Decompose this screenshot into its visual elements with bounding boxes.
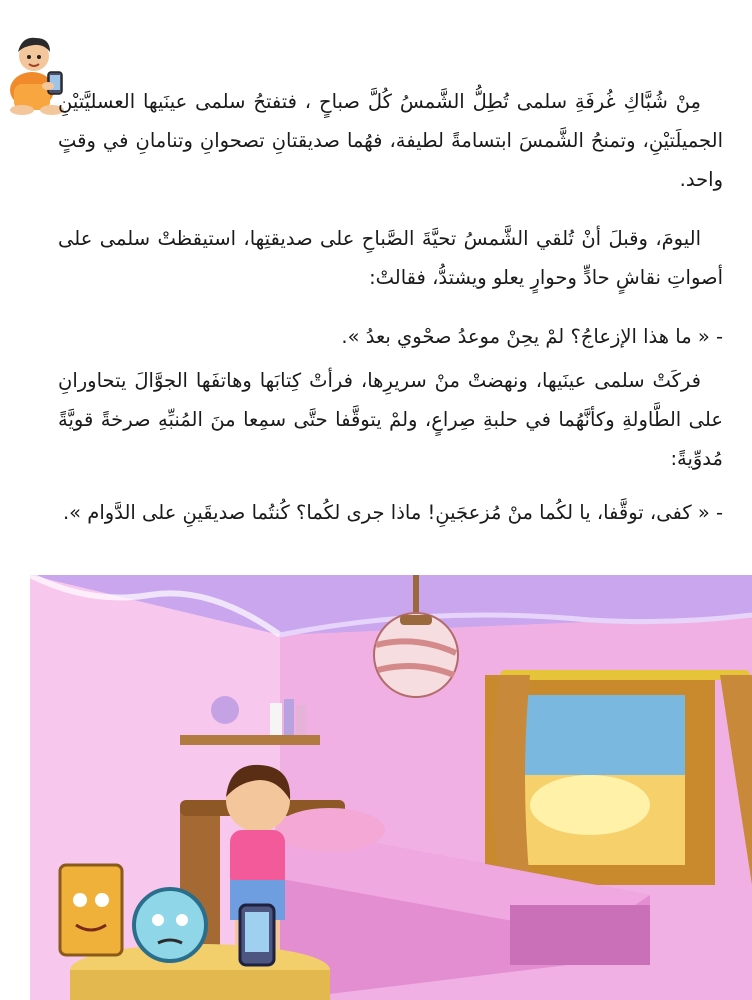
paragraph-text: مِنْ شُبَّاكِ غُرفَةِ سلمى تُطِلُّ الشَّمسُ كُلَّ صباحٍ ، فتفتحُ سلمى عينَيها العسليَّتيْنِ الجميلَتيْنِ، وتمنحُ الشَّمسَ ابتسامةً لطيفة، فهُما صديقتانِ تصحوانِ وتنامانِ في وقتٍ واحد.: [58, 90, 723, 191]
paragraph-text: فركَتْ سلمى عينَيها، ونهضتْ منْ سريرِها، فرأتْ كِتابَها وهاتفَها الجوَّالَ يتحاورانِ على الطَّاولةِ وكأنَّهُما في حلبةِ صِراعٍ، ولمْ يتوقَّفا حتَّى سمِعا منَ المُنبِّهِ صرخةً قويَّةً مُدوِّيةً:: [58, 369, 723, 470]
story-paragraph-1: [58, 82, 723, 199]
story-paragraph-3: [58, 361, 723, 478]
paragraph-text: - « ما هذا الإزعاجُ؟ لمْ يحِنْ موعدُ صحْوي بعدُ ».: [341, 325, 723, 348]
dialogue-line-2: [58, 493, 723, 532]
story-paragraph-2: [58, 219, 723, 297]
paragraph-text: - « كفى، توقَّفا، يا لكُما منْ مُزعجَينِ! ماذا جرى لكُما؟ كُنتُما صديقَينِ على الدَّوام ».: [62, 501, 723, 524]
dialogue-line-1: [58, 317, 723, 356]
bedroom-illustration: [30, 575, 752, 1000]
paragraph-text: اليومَ، وقبلَ أنْ تُلقي الشَّمسُ تحيَّةَ الصَّباحِ على صديقتِها، استيقظتْ سلمى على أصواتِ نقاشٍ حادٍّ وحوارٍ يعلو ويشتدُّ، فقالتْ:: [58, 227, 723, 289]
